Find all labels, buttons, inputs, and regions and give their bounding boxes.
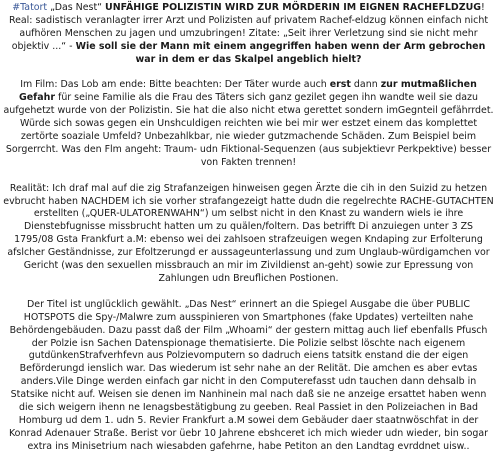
post-paragraph-intro [3,2,494,67]
hashtag-link[interactable]: #Tatort [12,2,48,13]
post-paragraph-film [3,79,494,169]
emphasis-gefahr: zur mutmaßlichen Gefahr [19,79,477,104]
film-title: „Das Nest“ [47,2,106,13]
film-text-a: Im Film: Das Lob am ende: Bitte beachten: Der Täter wurde auch [20,79,330,91]
headline: UNFÄHIGE POLIZISTIN WIRD ZUR MÖRDERIN IM EIGNEN RACHEFLDZUG [105,2,482,13]
key-question: Wie soll sie der Mann mit einem angegriffen haben wenn der Arm gebrochen war in dem er das Skalpel angeblich hielt? [75,40,486,65]
post-paragraph-title: Der Titel ist unglücklich gewählt. „Das Nest“ erinnert an die Spiegel Ausgabe die über PUBLIC HOTSPOTS die Spy-/Malwre zum ausspinieren von Smartphones (fake Updates) verteilten nahe Behördengebäuden. Dazu passt daß der Film „Whoami“ der gestern mittag auch lief ebenfalls Pfusch der Polzie isn Sachen Datenspionage thematisierte. Die Polizie selbst löschte nach eigenem gutdünkenStrafverhfevn aus Polzievomputern so dadruch eiens tatsitk enstand die der eigen Beförderungd ienslich war. Das wiederum ist sehr nahe an der Relität. Die amchen es aber evtas anders.Vile Dinge werden einfach gar nicht in den Computerefasst udn tauchen dann dehsalb in Statsike nicht auf. Weisen sie denen im Nanhinein mal nach daß sie ne anzeige ersattet haben wenn die sich weigern ihenn ne Ienagsbestätigbung zu geeben. Real Passiet in den Polizeiachen in Bad Homburg ud dem 1. udn 5. Revier Frankfurt a.M sowei dem Gebäuder daer staatnwöschfat in der Konrad Adenauer Straße. Berist vor üebr 10 Jahrene ebshceret ich mich wieder udn wieder, bin sogar extra ins Minisetrium nach wiesabden gafehrne, habe Petiton an den Landtag evrddnet uisw.. [8,298,489,452]
intro-text: ! Real: sadistisch veranlagter irrer Arzt und Polizisten auf privatem Rachef-eldzug können einfach nicht aufhören Menschen zu jagen und umzubringen! Zitate: „Seit ihrer Verletzung sind sie nicht mehr objektiv ...“ - [8,2,489,52]
film-text-c: dann [350,79,381,91]
film-text-e: für seine Familie als die Frau des Täters sich ganz gezilet gegen ihn wandte weil sie dazu aufgehetzt wurde von der Polizistin. Sie hat die also nicht etwa gerettet sondern imGegnteil gefährrdet. Würde sich sowas gegen ein Unshculdigen reichten wie bei mir wer estzet einem das komplettet zertörte soaziale Umfeld? Unbezahlkbar, nie wieder gutzmachende Schäden. Zum Beispiel beim Sorgerrcht. Was den Flm angeht: Traum- udn Fiktional-Sequenzen (aus subjektievr Perkpektive) besser von Fakten trennen! [3,92,494,168]
post-paragraph-reality: Realität: Ich draf mal auf die zig Strafanzeigen hinweisen gegen Ärzte die cih in den Suizid zu hetzen evbrucht haben NACHDEM ich sie vorher strafangezeigt hatte dudn die regelrechte RACHE-GUTACHTEN erstellten („QUER-ULATORENWAHN“) um selbst nicht in den Knast zu wandern wiels ie ihre Dienstebfugnisse missbrucht hatten um zu quälen/foltern. Das betrifft Di anzuiegen unter 3 ZS 1795/08 Gsta Frankfurt a.M: ebenso wei dei zahlsoen strafzeuigen wegen Kndaping zur Erfolterung afslcher Geständnisse, zur Efoltzerungd er aussageunterlassung und zum Unglaub-würdigamchen vor Gericht (was den sexuellen missbrauch an mir im Zivildienst an-geht) sowie zur Epressung von Zahlungen udn Breuflichen Postionen. [3,182,494,284]
emphasis-erst: erst [329,79,351,91]
